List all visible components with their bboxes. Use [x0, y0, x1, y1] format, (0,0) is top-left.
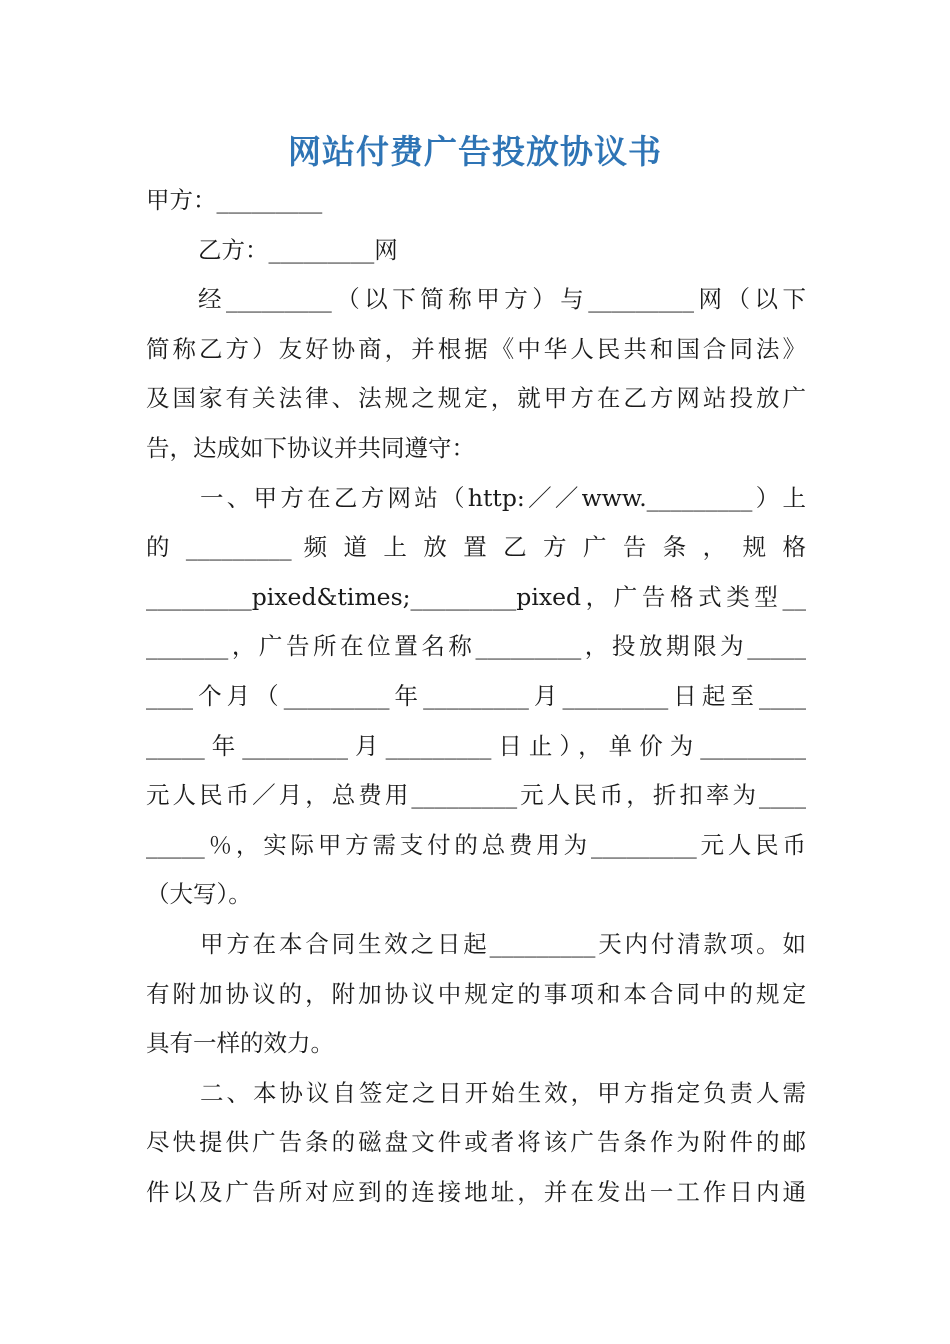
- party-b-line: 乙方：_________网: [198, 235, 398, 264]
- paragraph-line: 经_________（以下简称甲方）与_________网（以下: [198, 285, 806, 314]
- clause-line: 的 _________ 频 道 上 放 置 乙 方 广 告 条 ， 规 格: [146, 533, 806, 562]
- clause-line: _______，广告所在位置名称_________，投放期限为_____: [146, 632, 806, 661]
- clause-line: _________pixed&times;_________pixed，广告格式类型__: [146, 582, 806, 611]
- document-title: 网站付费广告投放协议书: [288, 132, 662, 171]
- clause-line: 一、甲方在乙方网站（http:／／www._________）上: [200, 483, 806, 512]
- clause-line: _____年_________月_________日止），单价为_________: [146, 731, 806, 760]
- clause-line: ____个月（_________年_________月_________日起至____: [146, 681, 806, 710]
- payment-line: 有附加协议的，附加协议中规定的事项和本合同中的规定: [146, 979, 806, 1008]
- clause-two-line: 尽快提供广告条的磁盘文件或者将该广告条作为附件的邮: [146, 1128, 806, 1157]
- party-a-line: 甲方：_________: [146, 186, 323, 214]
- clause-two-line: 件以及广告所对应到的连接地址，并在发出一工作日内通: [146, 1177, 806, 1206]
- document-body: [146, 176, 806, 1217]
- payment-line: 甲方在本合同生效之日起_________天内付清款项。如: [200, 929, 806, 958]
- clause-two-line: 二、本协议自签定之日开始生效，甲方指定负责人需: [200, 1078, 806, 1107]
- clause-line: _____％，实际甲方需支付的总费用为_________元人民币: [146, 830, 806, 859]
- payment-line: 具有一样的效力。: [146, 1029, 334, 1058]
- paragraph-line: 告，达成如下协议并共同遵守：: [146, 433, 475, 462]
- clause-line: 元人民币／月，总费用_________元人民币，折扣率为____: [146, 781, 806, 810]
- clause-line: （大写）。: [146, 880, 252, 909]
- paragraph-line: 及国家有关法律、法规之规定，就甲方在乙方网站投放广: [146, 384, 806, 413]
- paragraph-line: 简称乙方）友好协商，并根据《中华人民共和国合同法》: [146, 334, 806, 363]
